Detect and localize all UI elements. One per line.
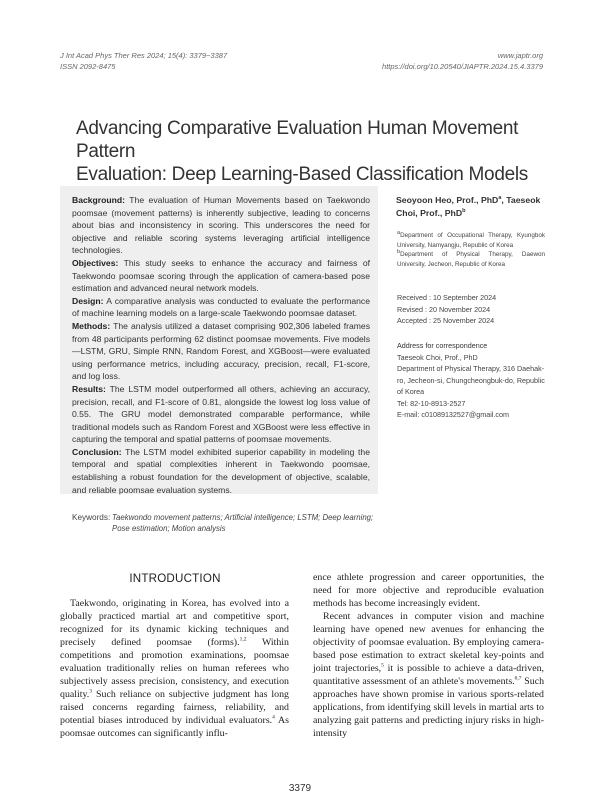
title-line-1: Advancing Comparative Evaluation Human Movement Pattern — [76, 118, 519, 162]
abstract-results: Results: The LSTM model outperformed all others, achieving an accuracy, precision, recall, and F1-score of 0.81, alongside the lowest log loss value of 0.55. The GRU model demonstrated comparable performance, while traditional models such as Random Forest and XGBoost were less effective in capturing the temporal and spatial patterns of poomsae movements. — [72, 383, 370, 445]
keywords-text: Taekwondo movement patterns; Artificial intelligence; LSTM; Deep learning; Pose estimation; Motion analysis — [112, 513, 374, 533]
author-1-sup: a — [498, 195, 502, 202]
affiliation-b: bDepartment of Physical Therapy, Daewon University, Jecheon, Republic of Korea — [397, 249, 545, 268]
intro-paragraph-2: Recent advances in computer vision and machine learning have opened new avenues for enhancing the objectivity of poomsae evaluation. By employing camera-based pose estimation to extract skeletal key-points and joint trajectories,$^5$ it is possible to achieve a data-driven, quantitative assessment of an athlete's movements.$^{6,7}$ Such approaches have shown promise in various sports-related applications, from identifying skill levels in martial arts to analyzing gait patterns and predicting injury risks in high-intensity — [313, 611, 545, 739]
body-column-right — [313, 571, 544, 740]
abstract-background: Background: The evaluation of Human Movements based on Taekwondo poomsae (movement patterns) is inherently subjective, leading to concerns about bias and inconsistency in scoring. This underscores the need for objective and reliable scoring systems leveraging artificial intelligence technologies. — [72, 195, 370, 256]
keywords-label: Keywords: — [72, 513, 111, 522]
issn: ISSN 2092-8475 — [60, 62, 116, 71]
keywords — [72, 512, 378, 534]
intro-paragraph-1-continued: ence athlete progression and career opportunities, the need for more objective and reproducible evaluation methods has become increasingly evident. — [313, 572, 544, 609]
correspondence-email[interactable]: E-mail: c01089132527@gmail.com — [397, 410, 509, 419]
intro-paragraph-1: Taekwondo, originating in Korea, has evolved into a globally practiced martial art and competitive sport, recognized for its dynamic kicking techniques and precisely defined poomsae (forms).$^{1,2}$ Within competitions and promotion examinations, poomsae evaluation traditionally relies on human referees who subjectively assess precision, consistency, and execution quality.$^3$ Such reliance on subjective judgment has long raised concerns regarding fairness, reliability, and potential biases introduced by individual evaluators.$^4$ As poomsae outcomes can significantly influ- — [60, 598, 289, 739]
author-list — [396, 194, 546, 219]
abstract-methods: Methods: The analysis utilized a dataset comprising 902,306 labeled frames from 48 participants performing 62 distinct poomsae movements. Five models—LSTM, GRU, Simple RNN, Random Forest, and XGBoost—were evaluated using performance metrics, including accuracy, precision, recall, F1-score, and log loss. — [72, 320, 370, 382]
journal-citation: J Int Acad Phys Ther Res 2024; 15(4): 3379~3387 — [60, 51, 228, 60]
citation-ref[interactable]: 6,7 — [514, 675, 522, 682]
citation-ref[interactable]: 3 — [89, 688, 93, 695]
journal-header-left — [60, 50, 227, 72]
abstract-design: Design: A comparative analysis was conducted to evaluate the performance of machine learning models on a large-scale Taekwondo poomsae dataset. — [72, 295, 370, 319]
paper-title — [76, 117, 546, 186]
correspondence — [397, 340, 545, 421]
page-number: 3379 — [288, 783, 312, 794]
received-date: Received : 10 September 2024 — [397, 293, 497, 302]
citation-ref[interactable]: 4 — [272, 714, 275, 721]
accepted-date: Accepted : 25 November 2024 — [397, 316, 495, 326]
body-column-left — [60, 597, 289, 740]
correspondence-tel: Tel: 82-10-8913-2527 — [397, 398, 466, 408]
abstract-box — [60, 186, 378, 494]
citation-ref[interactable]: 1,2 — [239, 636, 247, 643]
affiliation-a: aDepartment of Occupational Therapy, Kyungbok University, Namyangju, Republic of Korea — [397, 229, 545, 249]
citation-ref[interactable]: 5 — [381, 662, 384, 669]
title-line-2: Evaluation: Deep Learning-Based Classification Models — [76, 164, 528, 185]
journal-header-right — [382, 50, 543, 72]
abstract-conclusion: Conclusion: The LSTM model exhibited superior capability in modeling the temporal and spatial complexities inherent in Taekwondo poomsae, establishing a robust foundation for the development of objective, scalable, and reliable poomsae evaluation systems. — [72, 446, 370, 495]
introduction-heading: INTRODUCTION — [129, 572, 221, 585]
abstract-objectives: Objectives: This study seeks to enhance the accuracy and fairness of Taekwondo poomsae scoring through the application of camera-based pose estimation and advanced neural network models. — [72, 257, 370, 294]
author-1: Seoyoon Heo, Prof., PhD — [396, 195, 499, 205]
affiliations — [397, 231, 545, 269]
correspondence-name: Taeseok Choi, Prof., PhD — [397, 352, 478, 362]
article-dates — [397, 292, 545, 327]
doi-link[interactable]: https://doi.org/10.20540/JIAPTR.2024.15.4.3379 — [382, 62, 543, 71]
correspondence-address: Department of Physical Therapy, 316 Daehak-ro, Jecheon-si, Chungcheongbuk-do, Republic of Korea — [397, 364, 545, 396]
author-2-sup: b — [462, 207, 466, 214]
revised-date: Revised : 20 November 2024 — [397, 304, 491, 314]
journal-website[interactable]: www.japtr.org — [497, 51, 543, 60]
author-2: , Taeseok Choi, Prof., PhD — [396, 195, 541, 218]
correspondence-label: Address for correspondence — [397, 341, 488, 350]
